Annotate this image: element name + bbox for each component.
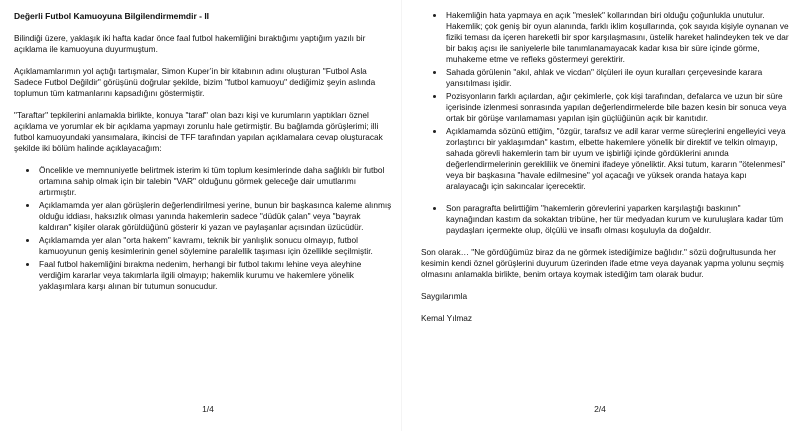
bullet-item: Açıklamamda yer alan "orta hakem" kavramı, teknik bir yanlışlık sonucu olmayıp, futbol kamuoyunun geniş kesimlerinin genel söylemine paralellik taşıması için özellikle seçilmiştir. [39,235,392,257]
paragraph: Açıklamamlarımın yol açtığı tartışmalar, Simon Kuper’in bir kitabının adını oluşturan "Futbol Asla Sadece Futbol Değildir" görüşünü doğrular şekilde, bizim "futbol kamuoyu" dediğimiz şeyin aslında toplumun tüm katmanlarını kapsadığını göstermiştir. [14,66,376,98]
page-2-content [421,10,789,335]
paragraph: Bilindiği üzere, yaklaşık iki hafta kadar önce faal futbol hakemliğini bıraktığımı yaptığım yazılı bir açıklama ile kamuoyuna duyurmuştum. [14,33,366,54]
page-divider [401,0,402,431]
page-number: 2/4 [594,404,606,414]
paragraph: "Taraftar" tepkilerini anlamakla birlikte, konuya "taraf" olan bazı kişi ve kurumların yaptıkları öznel açıklama ve yorumlar ek bir açıklama yapmayı zorunlu hale getirmiştir. Bu bağlamda görüşlerimi; illi futbol kamuoyundaki yansımalara, ikincisi de TFF tarafından yapılan açıklamalara cevap oluşturacak şekilde iki bölüm halinde açıklayacağım: [14,110,383,153]
bullet-item: Açıklamamda sözünü ettiğim, "özgür, tarafsız ve adil karar verme süreçlerini engelleyici veya zorlaştırıcı bir yaklaşımdan" kastım, elbette hakemlere yönelik bir direktif ve telkin olmayıp, sahada görevli hakemlerin tam bir uyum ve işbirliği içinde gördüklerini anında değerlendirmelerinin gerekliliik ve önemini ifadeye yöneliktir. Aksi tutum, kararın "ötelenmesi" veya bir başkasına "havale edilmesine" yol açacağı ve yüksek oranda hataya kapı aralayacağı için sakıncalar içerecektir. [446,126,789,192]
bullet-list [421,10,789,236]
closing-paragraph: Son olarak… "Ne gördüğümüz biraz da ne görmek istediğimize bağlıdır." sözü doğrultusunda her kesimin kendi öznel görüşlerini duyurum üzerinden ifade etme veya dayanak yapma yolunu seçmiş olmasını anlamakla birlikte, benim ortaya koymak istediğim tam olarak budur. [421,247,784,279]
document-page-2 [404,0,800,431]
bullet-list [14,165,392,292]
page-number: 1/4 [202,404,214,414]
bullet-item: Son paragrafta belirttiğim "hakemlerin görevlerini yaparken karşılaştığı baskının" kaynağından kastım da sokaktan tribüne, her tür medyadan kurum ve kuruluşlara kadar tüm paydaşları içermekte olup, ölçülü ve insaflı olması koşuluyla da doğaldır. [446,203,789,236]
bullet-item: Açıklamamda yer alan görüşlerin değerlendirilmesi yerine, bunun bir başkasınca kaleme alınmış olduğu iddiası, haksızlık olması yanında hakemlerin sadece "düdük çalan" veya "bayrak kaldıran" kişiler olarak görüldüğünü gösterir ki yazan ve paylaşanlar açısından üzücüdür. [39,200,392,232]
page-1-content [14,11,392,303]
bullet-item: Hakemliğin hata yapmaya en açık "meslek" kollarından biri olduğu çoğunlukla unutulur. Hakemlik; çok geniş bir oyun alanında, farklı iklim koşullarında, çok sayıda kişiyle oynanan ve fiziki teması da içeren hareketli bir spor karşılaşmasını, üstelik hareket halindeyken tek ve dar bir bakış açısı ile saniyelerle bile tanımlanamayacak kadar kısa bir süre içinde görme, muhakeme etme ve refleks göstermeyi gerektirir. [446,10,789,64]
bullet-item: Pozisyonların farklı açılardan, ağır çekimlerle, çok kişi tarafından, defalarca ve uzun bir süre içerisinde izlenmesi sonrasında yapılan değerlendirmelerde bile bazen kesin bir sonuca veya ortak bir görüşe varılamaması yapılan işin güçlüğünün açık bir kanıtıdır. [446,91,789,124]
signature-name: Kemal Yılmaz [421,313,473,323]
salutation: Saygılarımla [421,291,468,301]
bullet-item: Faal futbol hakemliğini bırakma nedenim, herhangi bir futbol takımı lehine veya aleyhine verdiğim kararlar veya takımlarla ilgili olmayıp; hakemlik kurumu ve hakemlere yönelik yaklaşımlara karşı alınan bir tutumun sonucudur. [39,259,392,292]
document-title: Değerli Futbol Kamuoyuna Bilgilendirmemdir - II [14,11,210,21]
bullet-item: Öncelikle ve memnuniyetle belirtmek isterim ki tüm toplum kesimlerinde daha sağlıklı bir futbol ortamına sahip olmak için bir talebin "VAR" olduğunu görmek geleceğe dair umutlarımı artırmıştır. [39,165,392,198]
bullet-item: Sahada görülenin "akıl, ahlak ve vicdan" ölçüleri ile oyun kuralları çerçevesinde karara yansıtılması işidir. [446,67,789,89]
